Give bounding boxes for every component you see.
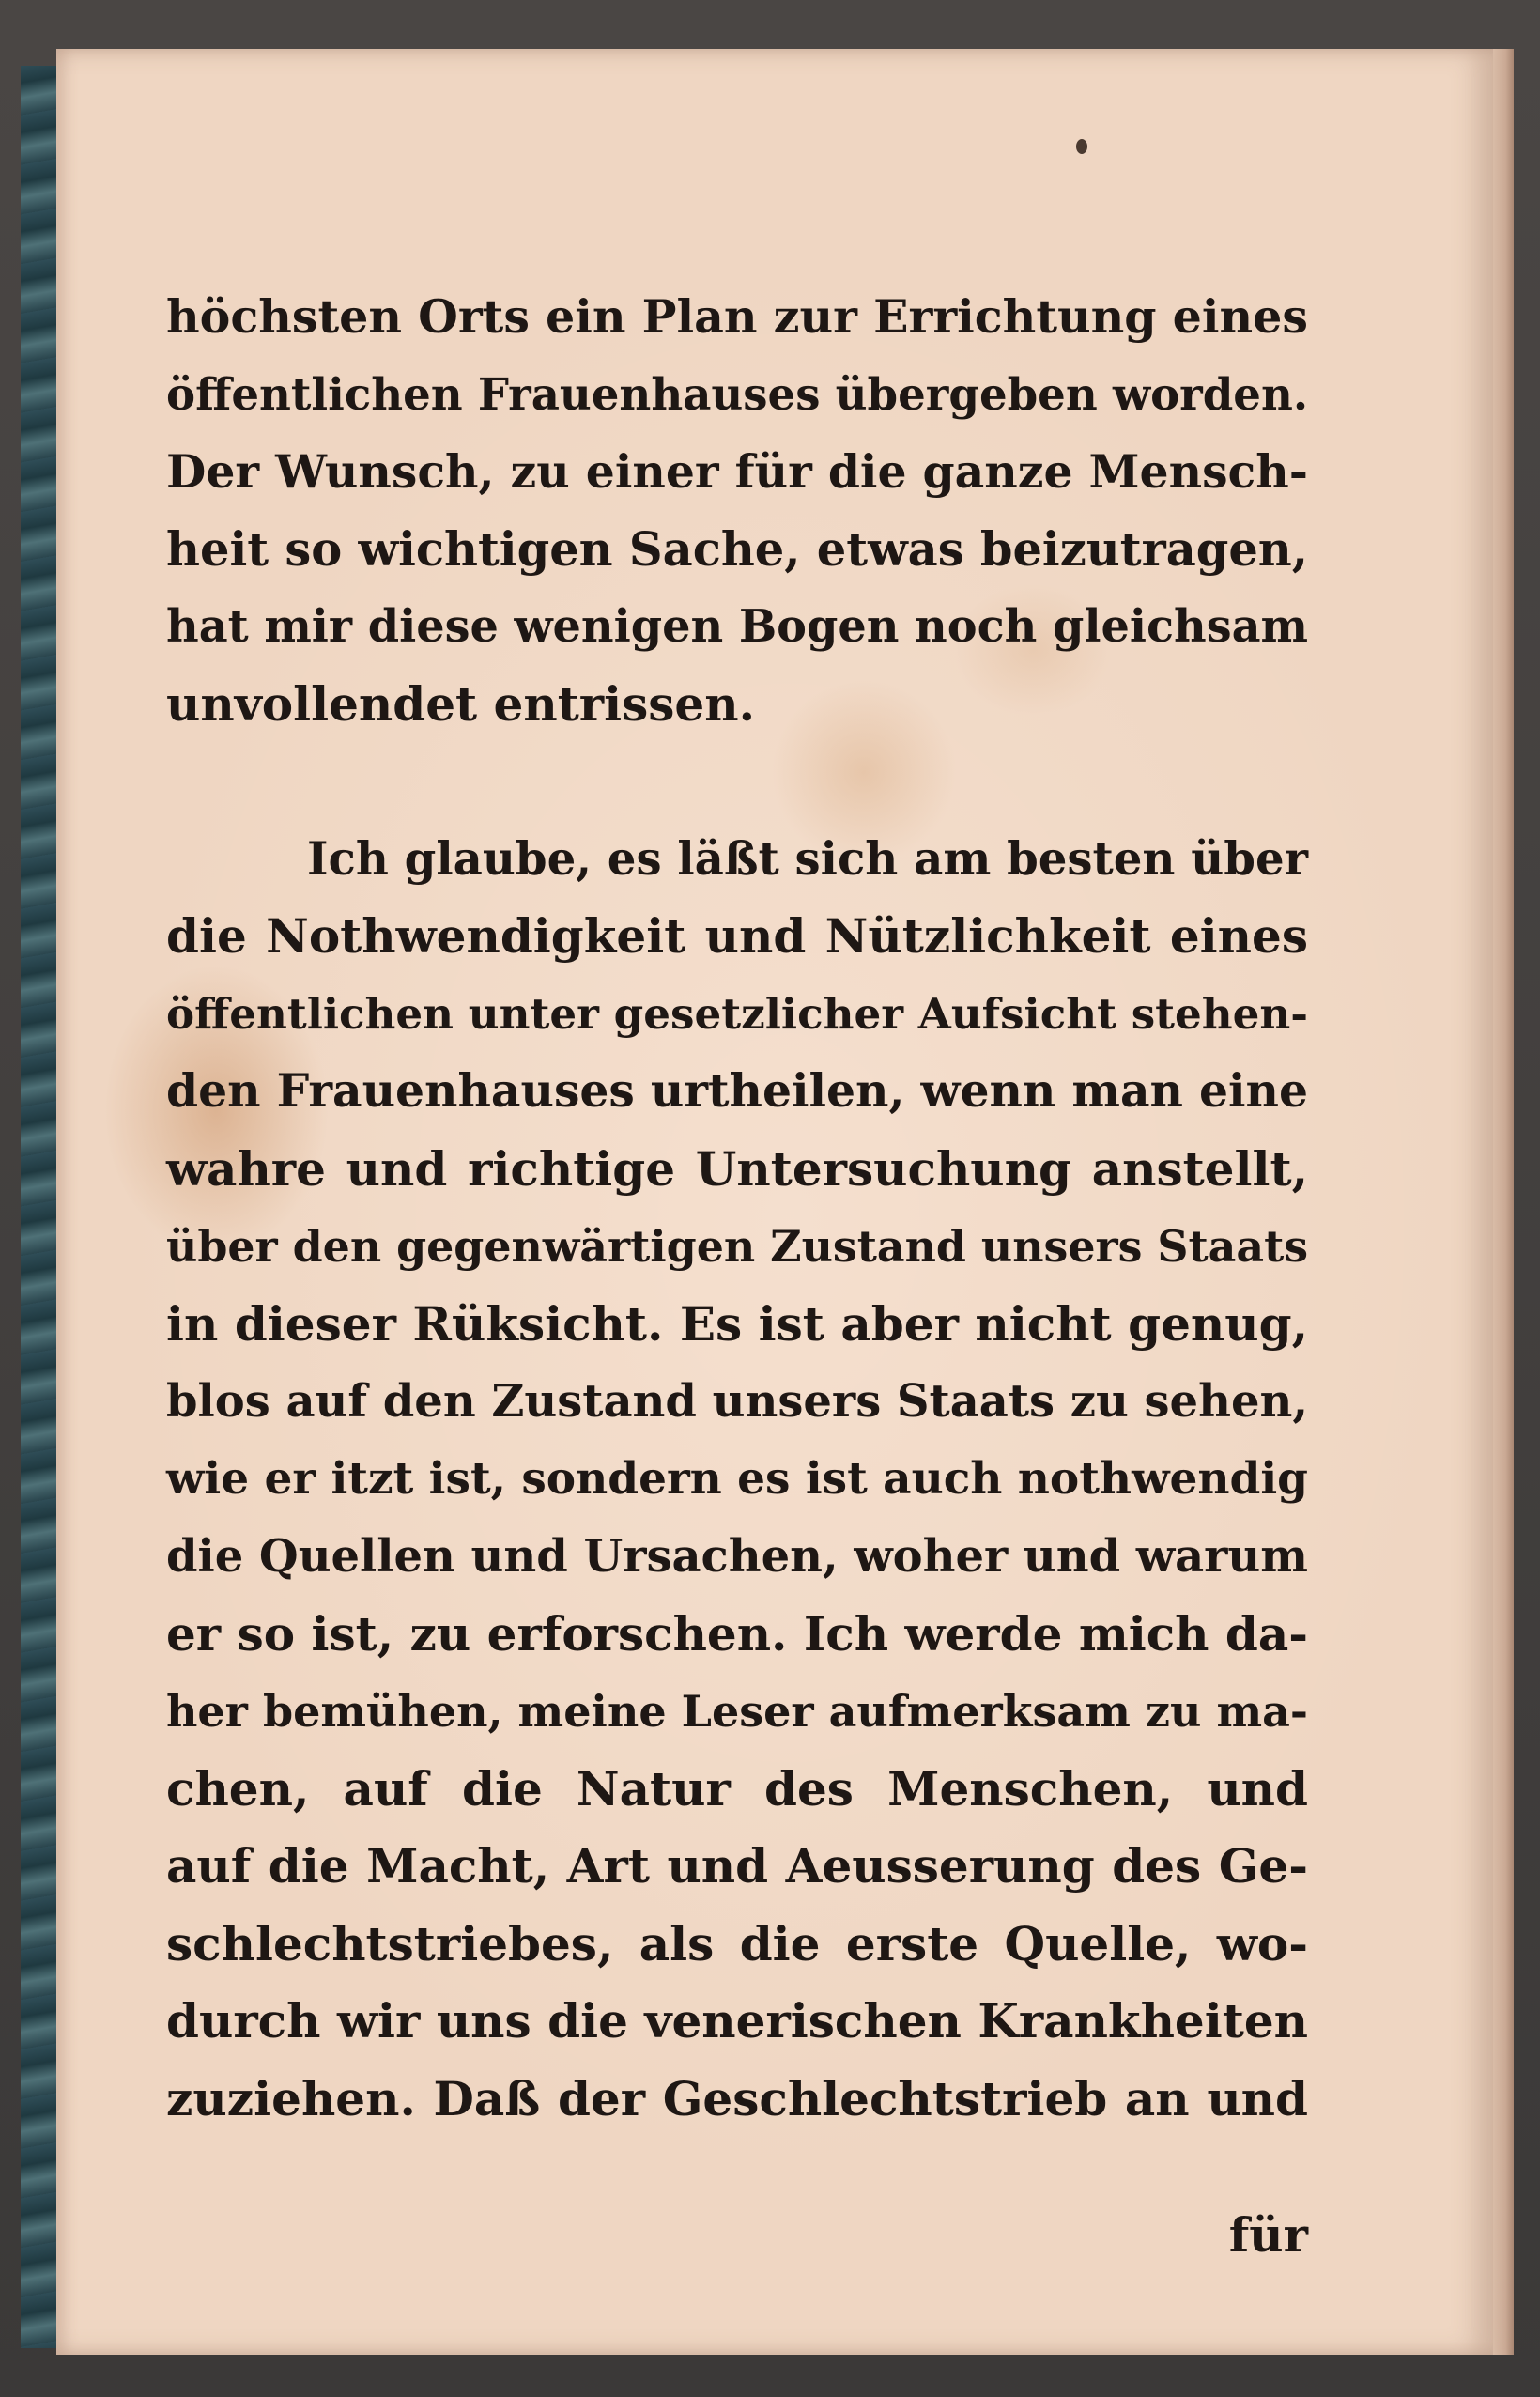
text-line: er so ist, zu erforschen. Ich werde mich da- bbox=[166, 1605, 1308, 1662]
ink-speck bbox=[1076, 139, 1087, 154]
text-line: öffentlichen unter gesetzlicher Aufsicht stehen- bbox=[166, 988, 1308, 1039]
text-line: her bemühen, meine Leser aufmerksam zu ma- bbox=[166, 1686, 1308, 1737]
text-line: blos auf den Zustand unsers Staats zu sehen, bbox=[166, 1375, 1309, 1428]
text-line: durch wir uns die venerischen Krankheiten bbox=[166, 1993, 1308, 2049]
text-line: den Frauenhauses urtheilen, wenn man eine bbox=[166, 1064, 1308, 1118]
body-text bbox=[166, 278, 1308, 2138]
paragraph-gap bbox=[166, 743, 1308, 821]
text-line: öffentlichen Frauenhauses übergeben worden. bbox=[166, 367, 1309, 420]
text-line: heit so wichtigen Sache, etwas beizutragen, bbox=[166, 521, 1308, 577]
text-line: in dieser Rüksicht. Es ist aber nicht genug, bbox=[166, 1295, 1308, 1352]
text-line: Der Wunsch, zu einer für die ganze Mensch- bbox=[166, 444, 1308, 499]
text-line: zuziehen. Daß der Geschlechtstrieb an und bbox=[166, 2070, 1308, 2126]
text-line: Ich glaube, es läßt sich am besten über bbox=[307, 832, 1308, 886]
text-line: auf die Macht, Art und Aeusserung des Ge- bbox=[166, 1838, 1308, 1894]
text-line: wahre und richtige Untersuchung anstellt, bbox=[166, 1140, 1308, 1197]
text-line: schlechtstriebes, als die erste Quelle, wo- bbox=[166, 1915, 1308, 1972]
text-line: unvollendet entrissen. bbox=[166, 675, 756, 732]
text-line: die Nothwendigkeit und Nützlichkeit eines bbox=[166, 908, 1308, 964]
text-line: höchsten Orts ein Plan zur Errichtung eines bbox=[166, 289, 1308, 344]
text-line: hat mir diese wenigen Bogen noch gleichsam bbox=[166, 600, 1308, 653]
text-line: die Quellen und Ursachen, woher und warum bbox=[166, 1530, 1308, 1583]
text-line: wie er itzt ist, sondern es ist auch nothwendig bbox=[166, 1452, 1308, 1505]
text-line: über den gegenwärtigen Zustand unsers Staats bbox=[166, 1221, 1309, 1272]
paragraph-1 bbox=[166, 278, 1308, 743]
text-line: chen, auf die Natur des Menschen, und bbox=[166, 1760, 1308, 1817]
catchword: für bbox=[1228, 2207, 1308, 2263]
page-edge bbox=[1493, 49, 1514, 2355]
paragraph-2 bbox=[166, 821, 1308, 2139]
